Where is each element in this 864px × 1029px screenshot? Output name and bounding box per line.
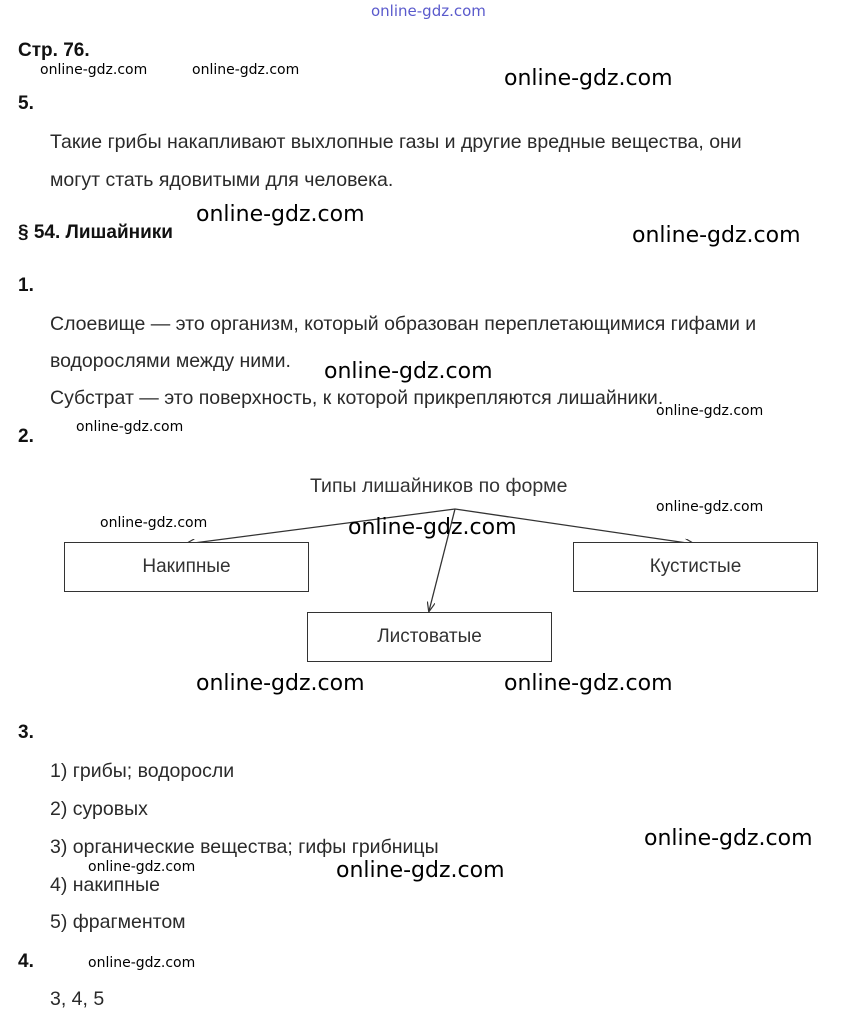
section-heading: § 54. Лишайники — [18, 222, 173, 243]
watermark: online-gdz.com — [324, 359, 493, 384]
watermark: online-gdz.com — [632, 223, 801, 248]
watermark: online-gdz.com — [76, 419, 184, 435]
page-reference: Стр. 76. — [18, 40, 90, 61]
watermark: online-gdz.com — [656, 403, 764, 419]
question-number-1: 1. — [18, 275, 34, 296]
box-fruticose: Кустистые — [573, 542, 818, 592]
watermark: online-gdz.com — [656, 499, 764, 515]
q3-item-2: 2) суровых — [50, 798, 148, 820]
q1-answer-line-2: водорослями между ними. — [50, 350, 291, 372]
watermark: online-gdz.com — [196, 202, 365, 227]
q1-answer-line-3: Субстрат — это поверхность, к которой прикрепляются лишайники. — [50, 387, 664, 409]
watermark: online-gdz.com — [644, 826, 813, 851]
watermark: online-gdz.com — [40, 62, 148, 78]
watermark: online-gdz.com — [336, 858, 505, 883]
q5-answer-line-2: могут стать ядовитыми для человека. — [50, 169, 394, 191]
q5-answer-line-1: Такие грибы накапливают выхлопные газы и другие вредные вещества, они — [50, 131, 742, 153]
q3-item-3: 3) органические вещества; гифы грибницы — [50, 836, 439, 858]
diagram-title: Типы лишайников по форме — [310, 475, 568, 497]
q4-answer: 3, 4, 5 — [50, 988, 105, 1010]
watermark: online-gdz.com — [504, 66, 673, 91]
question-number-3: 3. — [18, 722, 34, 743]
watermark: online-gdz.com — [100, 515, 208, 531]
q3-item-5: 5) фрагментом — [50, 911, 186, 933]
question-number-2: 2. — [18, 426, 34, 447]
top-watermark: online-gdz.com — [371, 2, 486, 20]
watermark: online-gdz.com — [192, 62, 300, 78]
q1-answer-line-1: Слоевище — это организм, который образован переплетающимися гифами и — [50, 313, 757, 335]
watermark: online-gdz.com — [348, 515, 517, 540]
watermark: online-gdz.com — [504, 671, 673, 696]
watermark: online-gdz.com — [196, 671, 365, 696]
q3-item-4: 4) накипные — [50, 874, 160, 896]
q3-item-1: 1) грибы; водоросли — [50, 760, 235, 782]
question-number-4: 4. — [18, 951, 34, 972]
question-number-5: 5. — [18, 93, 34, 114]
watermark: online-gdz.com — [88, 859, 196, 875]
box-crustose: Накипные — [64, 542, 309, 592]
watermark: online-gdz.com — [88, 955, 196, 971]
box-foliose: Листоватые — [307, 612, 552, 662]
